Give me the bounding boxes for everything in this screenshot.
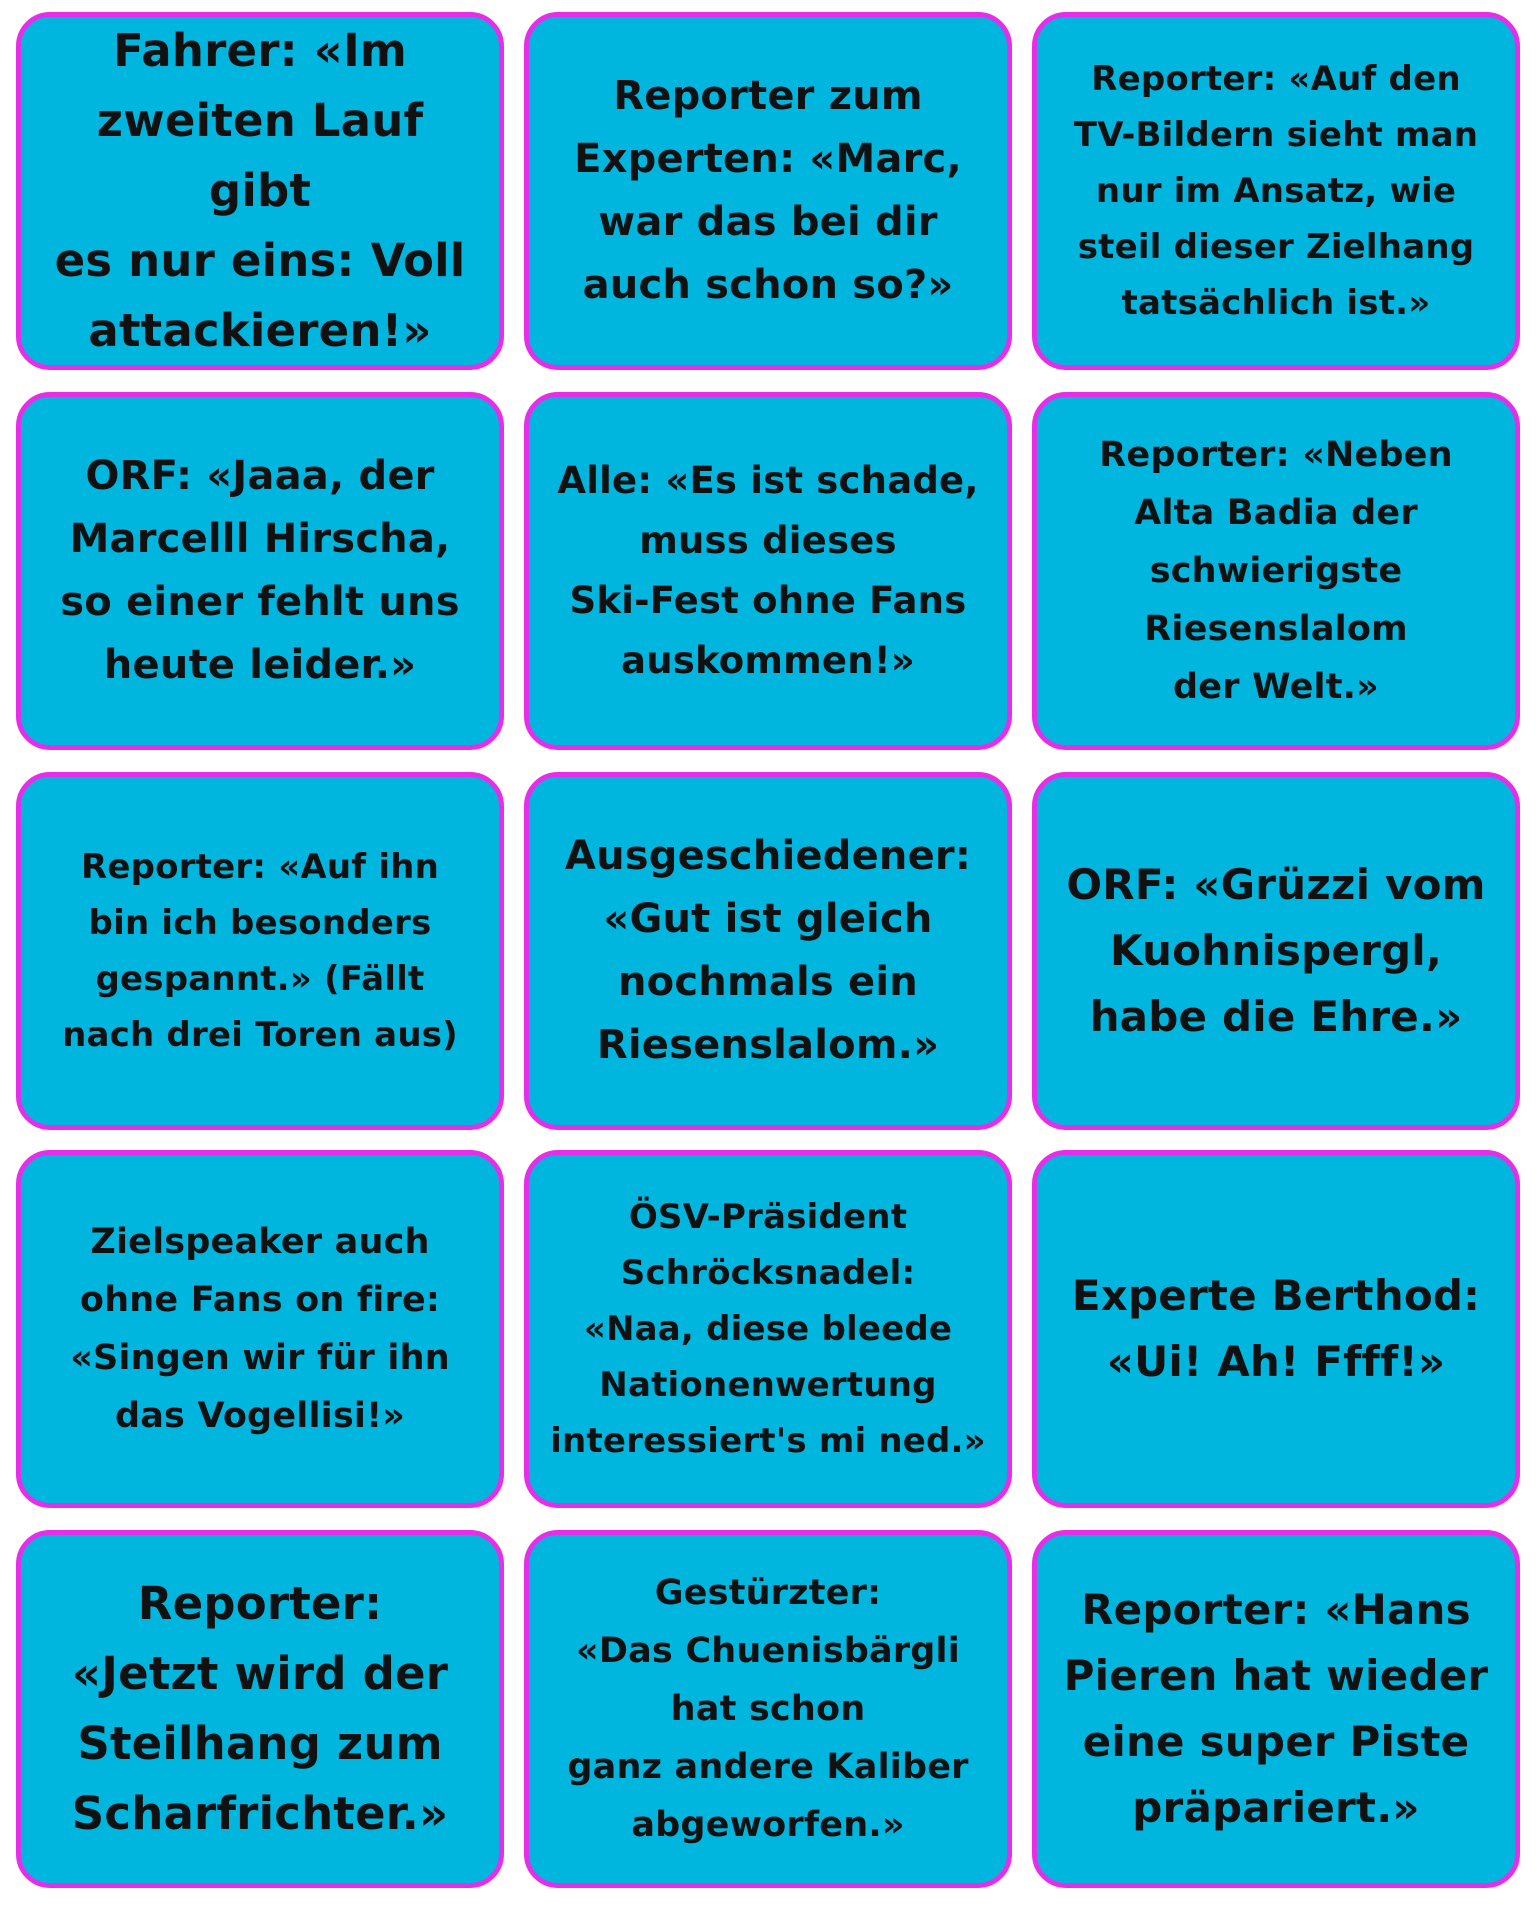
bingo-card (1032, 12, 1520, 370)
bingo-card (524, 772, 1012, 1130)
bingo-card (16, 772, 504, 1130)
card-text: ÖSV-Präsident Schröcksnadel: «Naa, diese bleede Nationenwertung interessiert's mi ned.» (550, 1197, 986, 1461)
bingo-card (1032, 1150, 1520, 1508)
bingo-card (1032, 392, 1520, 750)
card-text: Reporter zum Experten: «Marc, war das bei dir auch schon so?» (574, 73, 962, 308)
card-text: Fahrer: «Im zweiten Lauf gibt es nur eins: Voll attackieren!» (54, 24, 466, 357)
card-text: ORF: «Grüzzi vom Kuohnispergl, habe die Ehre.» (1066, 860, 1486, 1041)
card-text: Zielspeaker auch ohne Fans on fire: «Singen wir für ihn das Vogellisi!» (70, 1222, 450, 1436)
bingo-card (524, 1530, 1012, 1888)
bingo-card (524, 1150, 1012, 1508)
card-text: Reporter: «Neben Alta Badia der schwierigste Riesenslalom der Welt.» (1099, 435, 1453, 707)
bingo-card (16, 1530, 504, 1888)
card-text: Reporter: «Auf ihn bin ich besonders gespannt.» (Fällt nach drei Toren aus) (62, 847, 458, 1055)
bingo-card (16, 12, 504, 370)
card-text: Ausgeschiedener: «Gut ist gleich nochmals ein Riesenslalom.» (564, 833, 972, 1068)
bingo-card (1032, 772, 1520, 1130)
card-text: Reporter: «Hans Pieren hat wieder eine super Piste präpariert.» (1063, 1585, 1489, 1832)
bingo-card (524, 392, 1012, 750)
card-text: Alle: «Es ist schade, muss dieses Ski-Fest ohne Fans auskommen!» (557, 459, 979, 682)
card-text: Gestürzter: «Das Chuenisbärgli hat schon ganz andere Kaliber abgeworfen.» (567, 1573, 969, 1845)
bingo-card (1032, 1530, 1520, 1888)
card-text: ORF: «Jaaa, der Marcelll Hirscha, so einer fehlt uns heute leider.» (60, 453, 460, 688)
card-text: Reporter: «Auf den TV-Bildern sieht man nur im Ansatz, wie steil dieser Zielhang tatsächlich ist.» (1073, 59, 1479, 323)
bingo-card (16, 392, 504, 750)
card-text: Experte Berthod: «Ui! Ah! Ffff!» (1071, 1271, 1481, 1386)
bingo-card (524, 12, 1012, 370)
bingo-card (16, 1150, 504, 1508)
card-text: Reporter: «Jetzt wird der Steilhang zum Scharfrichter.» (71, 1577, 449, 1840)
